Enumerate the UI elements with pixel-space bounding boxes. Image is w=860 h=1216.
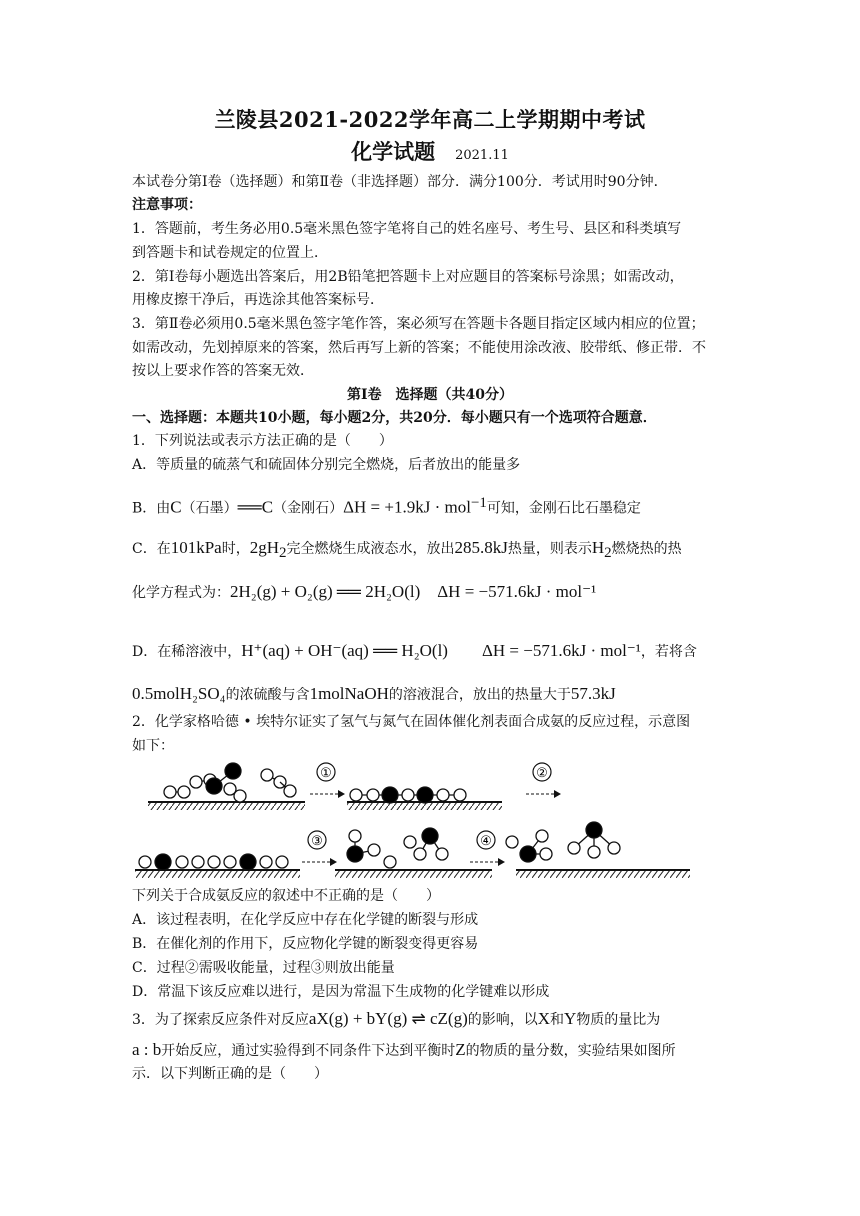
part-1-heading: 一、选择题：本题共10小题，每小题2分，共20分．每小题只有一个选项符合题意． (132, 410, 657, 426)
q1-option-b (132, 493, 732, 519)
q1-d-base: 1molNaOH (309, 684, 389, 703)
q1-option-a: A．等质量的硫蒸气和硫固体分别完全燃烧，后者放出的能量多 (132, 457, 521, 473)
exam-date: 2021.11 (455, 148, 509, 163)
q1-b-c2: C (261, 497, 274, 517)
notice-3b: 如需改动，先划掉原来的答案，然后再写上新的答案；不能使用涂改液、胶带纸、修正带．不 (132, 340, 706, 356)
q1-c-text-4: 热量，则表示 (507, 541, 592, 557)
q1-c-equation: 2H₂(g) + O₂(g) ══ 2H₂O(l) ΔH = −571.6kJ · mol⁻¹ (230, 582, 597, 601)
q1-b-text-1: B．由 (132, 500, 171, 517)
q3-text-5: 开始反应，通过实验得到不同条件下达到平衡时 (161, 1043, 456, 1059)
q3-z: Z (455, 1040, 466, 1059)
q3-text-4: 物质的量比为 (576, 1012, 661, 1028)
q1-d-equation: H⁺(aq) + OH⁻(aq) ══ H₂O(l) ΔH = −571.6kJ · mol⁻¹ (241, 641, 641, 660)
q1-d-text-2: ，若将含 (640, 644, 697, 660)
q1-d-text-4: 的溶液混合，放出的热量大于 (388, 687, 571, 703)
notice-2a: 2．第Ⅰ卷每小题选出答案后，用2B铅笔把答题卡上对应题目的答案标号涂黑；如需改动， (132, 269, 684, 285)
q1-b-arrow: ══ (237, 497, 262, 517)
q1-c-heat: 285.8kJ (454, 538, 508, 557)
q1-d-text-1: D．在稀溶液中， (132, 644, 242, 660)
q3-text-2: 的影响，以 (467, 1012, 538, 1028)
q1-c-sub2: 2 (604, 544, 612, 561)
subject-title: 化学试题 (351, 139, 436, 164)
q1-option-d-line1 (132, 641, 732, 662)
q3-text-3: 和 (550, 1012, 565, 1028)
q3-line-2 (132, 1040, 732, 1061)
q3-text-6: 的物质的量分数，实验结果如图所 (465, 1043, 676, 1059)
q1-c-pressure: 101kPa (170, 538, 222, 557)
notice-1a: 1．答题前，考生务必用0.5毫米黑色签字笔将自己的姓名座号、考生号、县区和科类填写 (132, 221, 682, 237)
step-1-arrow (310, 763, 345, 798)
q2-stem-a: 2．化学家格哈德 • 埃特尔证实了氢气与氮气在固体催化剂表面合成氨的反应过程，示意图 (132, 714, 691, 730)
q2-option-c: C．过程②需吸收能量，过程③则放出能量 (132, 960, 395, 976)
step-2-arrow (526, 763, 561, 798)
q1-option-d-line2 (132, 684, 732, 705)
q1-c-text-6: 化学方程式为： (132, 585, 230, 601)
notice-2b: 用橡皮擦干净后，再选涂其他答案标号． (132, 292, 384, 308)
surface-3 (135, 870, 300, 878)
stage-5-ammonia (506, 822, 620, 862)
q1-b-c1: C (170, 497, 182, 517)
surface-4 (335, 870, 492, 878)
q3-line-1 (132, 1009, 732, 1030)
q1-b-enthalpy: ΔH = +1.9kJ · mol (343, 497, 471, 517)
stage-1-molecules (164, 763, 296, 802)
q3-text-1: 3．为了探索反应条件对反应 (132, 1012, 309, 1028)
q1-stem: 1．下列说法或表示方法正确的是（ ） (132, 433, 393, 449)
q1-c-text-5: 燃烧热的热 (611, 541, 682, 557)
q1-b-text-4: 可知，金刚石比石墨稳定 (486, 500, 641, 517)
q1-option-c-line1 (132, 538, 732, 563)
notice-heading: 注意事项： (132, 197, 202, 213)
section-1-heading: 第Ⅰ卷 选择题（共40分） (346, 387, 514, 403)
stage-3-atoms (139, 854, 288, 870)
step-4-arrow (470, 831, 505, 866)
q1-b-sup: −1 (470, 495, 487, 511)
q3-ratio: a : b (132, 1040, 162, 1059)
exam-title: 兰陵县2021-2022学年高二上学期期中考试 (214, 107, 646, 132)
q2-option-a: A．该过程表明，在化学反应中存在化学键的断裂与形成 (132, 912, 479, 928)
intro-text: 本试卷分第Ⅰ卷（选择题）和第Ⅱ卷（非选择题）部分．满分100分．考试用时90分钟． (132, 174, 668, 190)
q1-option-c-line2 (132, 582, 732, 603)
ammonia-synthesis-diagram (130, 758, 730, 880)
q3-x: X (537, 1009, 551, 1028)
q1-d-text-3: 的浓硫酸与含 (225, 687, 310, 703)
q3-equation: aX(g) + bY(g) ⇌ cZ(g) (308, 1009, 468, 1028)
q1-c-text-3: 完全燃烧生成液态水，放出 (286, 541, 455, 557)
q1-c-mass: 2gH (249, 538, 279, 557)
notice-1b: 到答题卡和试卷规定的位置上． (132, 245, 328, 261)
q1-c-h2: H (591, 538, 605, 557)
q1-b-text-3: （金刚石） (273, 500, 344, 517)
q2-stem-b: 如下： (132, 738, 174, 754)
surface-1 (148, 802, 305, 810)
q1-c-sub1: 2 (279, 544, 287, 561)
notice-3a: 3．第Ⅱ卷必须用0.5毫米黑色签字笔作答，案必须写在答题卡各题目指定区域内相应的位置； (132, 316, 705, 332)
step-3-label: ③ (311, 834, 323, 849)
q2-question: 下列关于合成氨反应的叙述中不正确的是（ ） (132, 888, 440, 904)
q1-d-heat: 57.3kJ (570, 684, 616, 703)
exam-subtitle (0, 136, 860, 166)
q3-y: Y (564, 1009, 577, 1028)
q1-c-text-2: 时， (221, 541, 250, 557)
notice-3c: 按以上要求作答的答案无效． (132, 363, 314, 379)
surface-5 (516, 870, 690, 878)
q2-option-d: D．常温下该反应难以进行，是因为常温下生成物的化学键难以形成 (132, 984, 550, 1000)
q2-option-b: B．在催化剂的作用下，反应物化学键的断裂变得更容易 (132, 936, 479, 952)
stage-2-molecules (350, 787, 466, 803)
step-1-label: ① (320, 766, 332, 781)
step-4-label: ④ (480, 834, 492, 849)
q3-line-3: 示．以下判断正确的是（ ） (132, 1066, 328, 1082)
q1-b-text-2: （石墨） (181, 500, 238, 517)
step-2-label: ② (536, 766, 548, 781)
q1-c-text-1: C．在 (132, 541, 171, 557)
stage-4-molecules (347, 828, 448, 868)
step-3-arrow (302, 831, 337, 866)
q1-d-acid: 0.5molH₂SO₄ (132, 684, 226, 703)
